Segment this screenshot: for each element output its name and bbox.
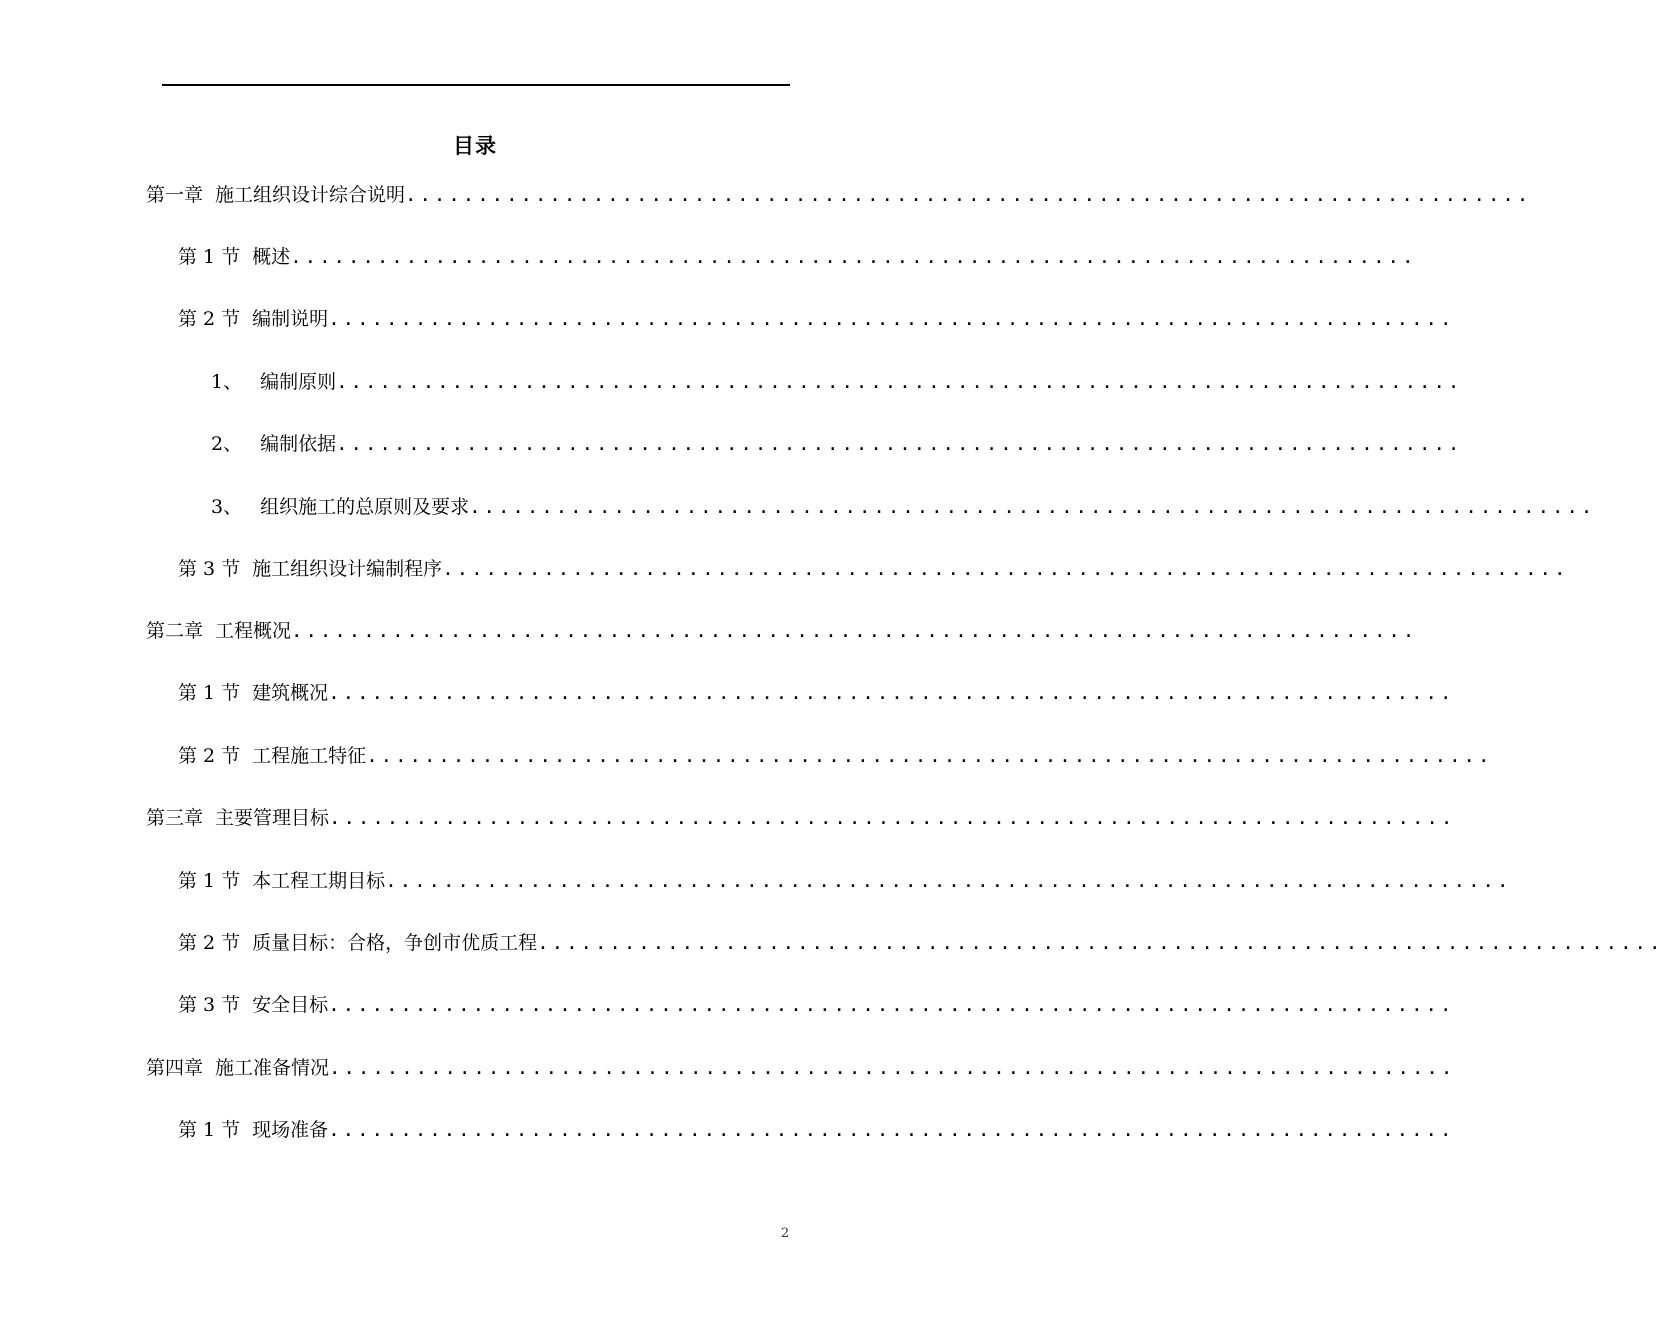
toc-entry[interactable] [178,304,1455,334]
toc-entry[interactable] [211,492,1596,522]
dot-leader: .............................................................................. [329,1057,1456,1079]
toc-entry[interactable] [178,554,1569,584]
toc-entry-number: 第 3 节 [178,994,241,1016]
toc-entry[interactable] [146,803,1456,833]
toc-entry-text: 安全目标 [252,994,329,1016]
toc-entry-text: 概述 [252,246,291,268]
toc-entry[interactable] [146,616,1418,646]
dot-leader: .............................................................................. [442,558,1569,580]
toc-entry[interactable] [178,1115,1455,1145]
toc-entry-text: 组织施工的总原则及要求 [260,496,470,518]
toc-entry[interactable] [146,180,1532,210]
page-number: 2 [780,1226,790,1241]
dot-leader: .............................................................................. [336,433,1463,455]
toc-entry-text: 质量目标：合格，争创市优质工程 [252,932,538,954]
toc-entry-text: 主要管理目标 [215,807,330,829]
toc-entry-number: 第 1 节 [178,870,241,892]
dot-leader: .............................................................................. [328,1119,1455,1141]
dot-leader: .............................................................................. [336,371,1463,393]
toc-entry-number: 第 3 节 [178,558,241,580]
toc-entry-text: 施工组织设计综合说明 [215,184,406,206]
dot-leader: .............................................................................. [290,246,1417,268]
header-rule [162,84,790,86]
dot-leader: .............................................................................. [537,932,1663,954]
toc-entry-number: 第 2 节 [178,308,241,330]
toc-entry-number: 第四章 [146,1057,204,1079]
dot-leader: .............................................................................. [366,745,1493,767]
dot-leader: .............................................................................. [469,496,1596,518]
toc-entry-text: 建筑概况 [252,682,329,704]
dot-leader: .............................................................................. [329,807,1456,829]
dot-leader: .............................................................................. [291,620,1418,642]
toc-entry-number: 2、 [211,433,243,455]
toc-entry-text: 工程概况 [215,620,292,642]
toc-entry-text: 工程施工特征 [252,745,367,767]
toc-entry-text: 编制说明 [252,308,329,330]
dot-leader: .............................................................................. [405,184,1532,206]
toc-entry[interactable] [178,242,1417,272]
toc-entry-text: 现场准备 [252,1119,329,1141]
toc-entry[interactable] [178,866,1512,896]
toc-entry-number: 第 1 节 [178,1119,241,1141]
toc-entry[interactable] [178,928,1663,958]
toc-entry-number: 第二章 [146,620,204,642]
toc-entry-number: 3、 [211,496,243,518]
dot-leader: .............................................................................. [328,308,1455,330]
toc-entry-number: 第 1 节 [178,682,241,704]
dot-leader: .............................................................................. [328,994,1455,1016]
toc-entry-text: 施工准备情况 [215,1057,330,1079]
toc-entry[interactable] [178,990,1455,1020]
toc-title: 目录 [453,134,497,158]
toc-entry-number: 第三章 [146,807,204,829]
dot-leader: .............................................................................. [385,870,1512,892]
dot-leader: .............................................................................. [328,682,1455,704]
toc-entry[interactable] [178,741,1493,771]
toc-entry-number: 1、 [211,371,243,393]
toc-entry[interactable] [211,429,1463,459]
toc-entry[interactable] [146,1053,1456,1083]
toc-entry-number: 第 2 节 [178,745,241,767]
toc-entry[interactable] [178,678,1455,708]
toc-entry[interactable] [211,367,1463,397]
toc-entry-text: 编制原则 [260,371,337,393]
toc-entry-number: 第一章 [146,184,204,206]
toc-entry-text: 编制依据 [260,433,337,455]
toc-entry-text: 本工程工期目标 [252,870,386,892]
toc-entry-number: 第 2 节 [178,932,241,954]
toc-entry-number: 第 1 节 [178,246,241,268]
toc-entry-text: 施工组织设计编制程序 [252,558,443,580]
